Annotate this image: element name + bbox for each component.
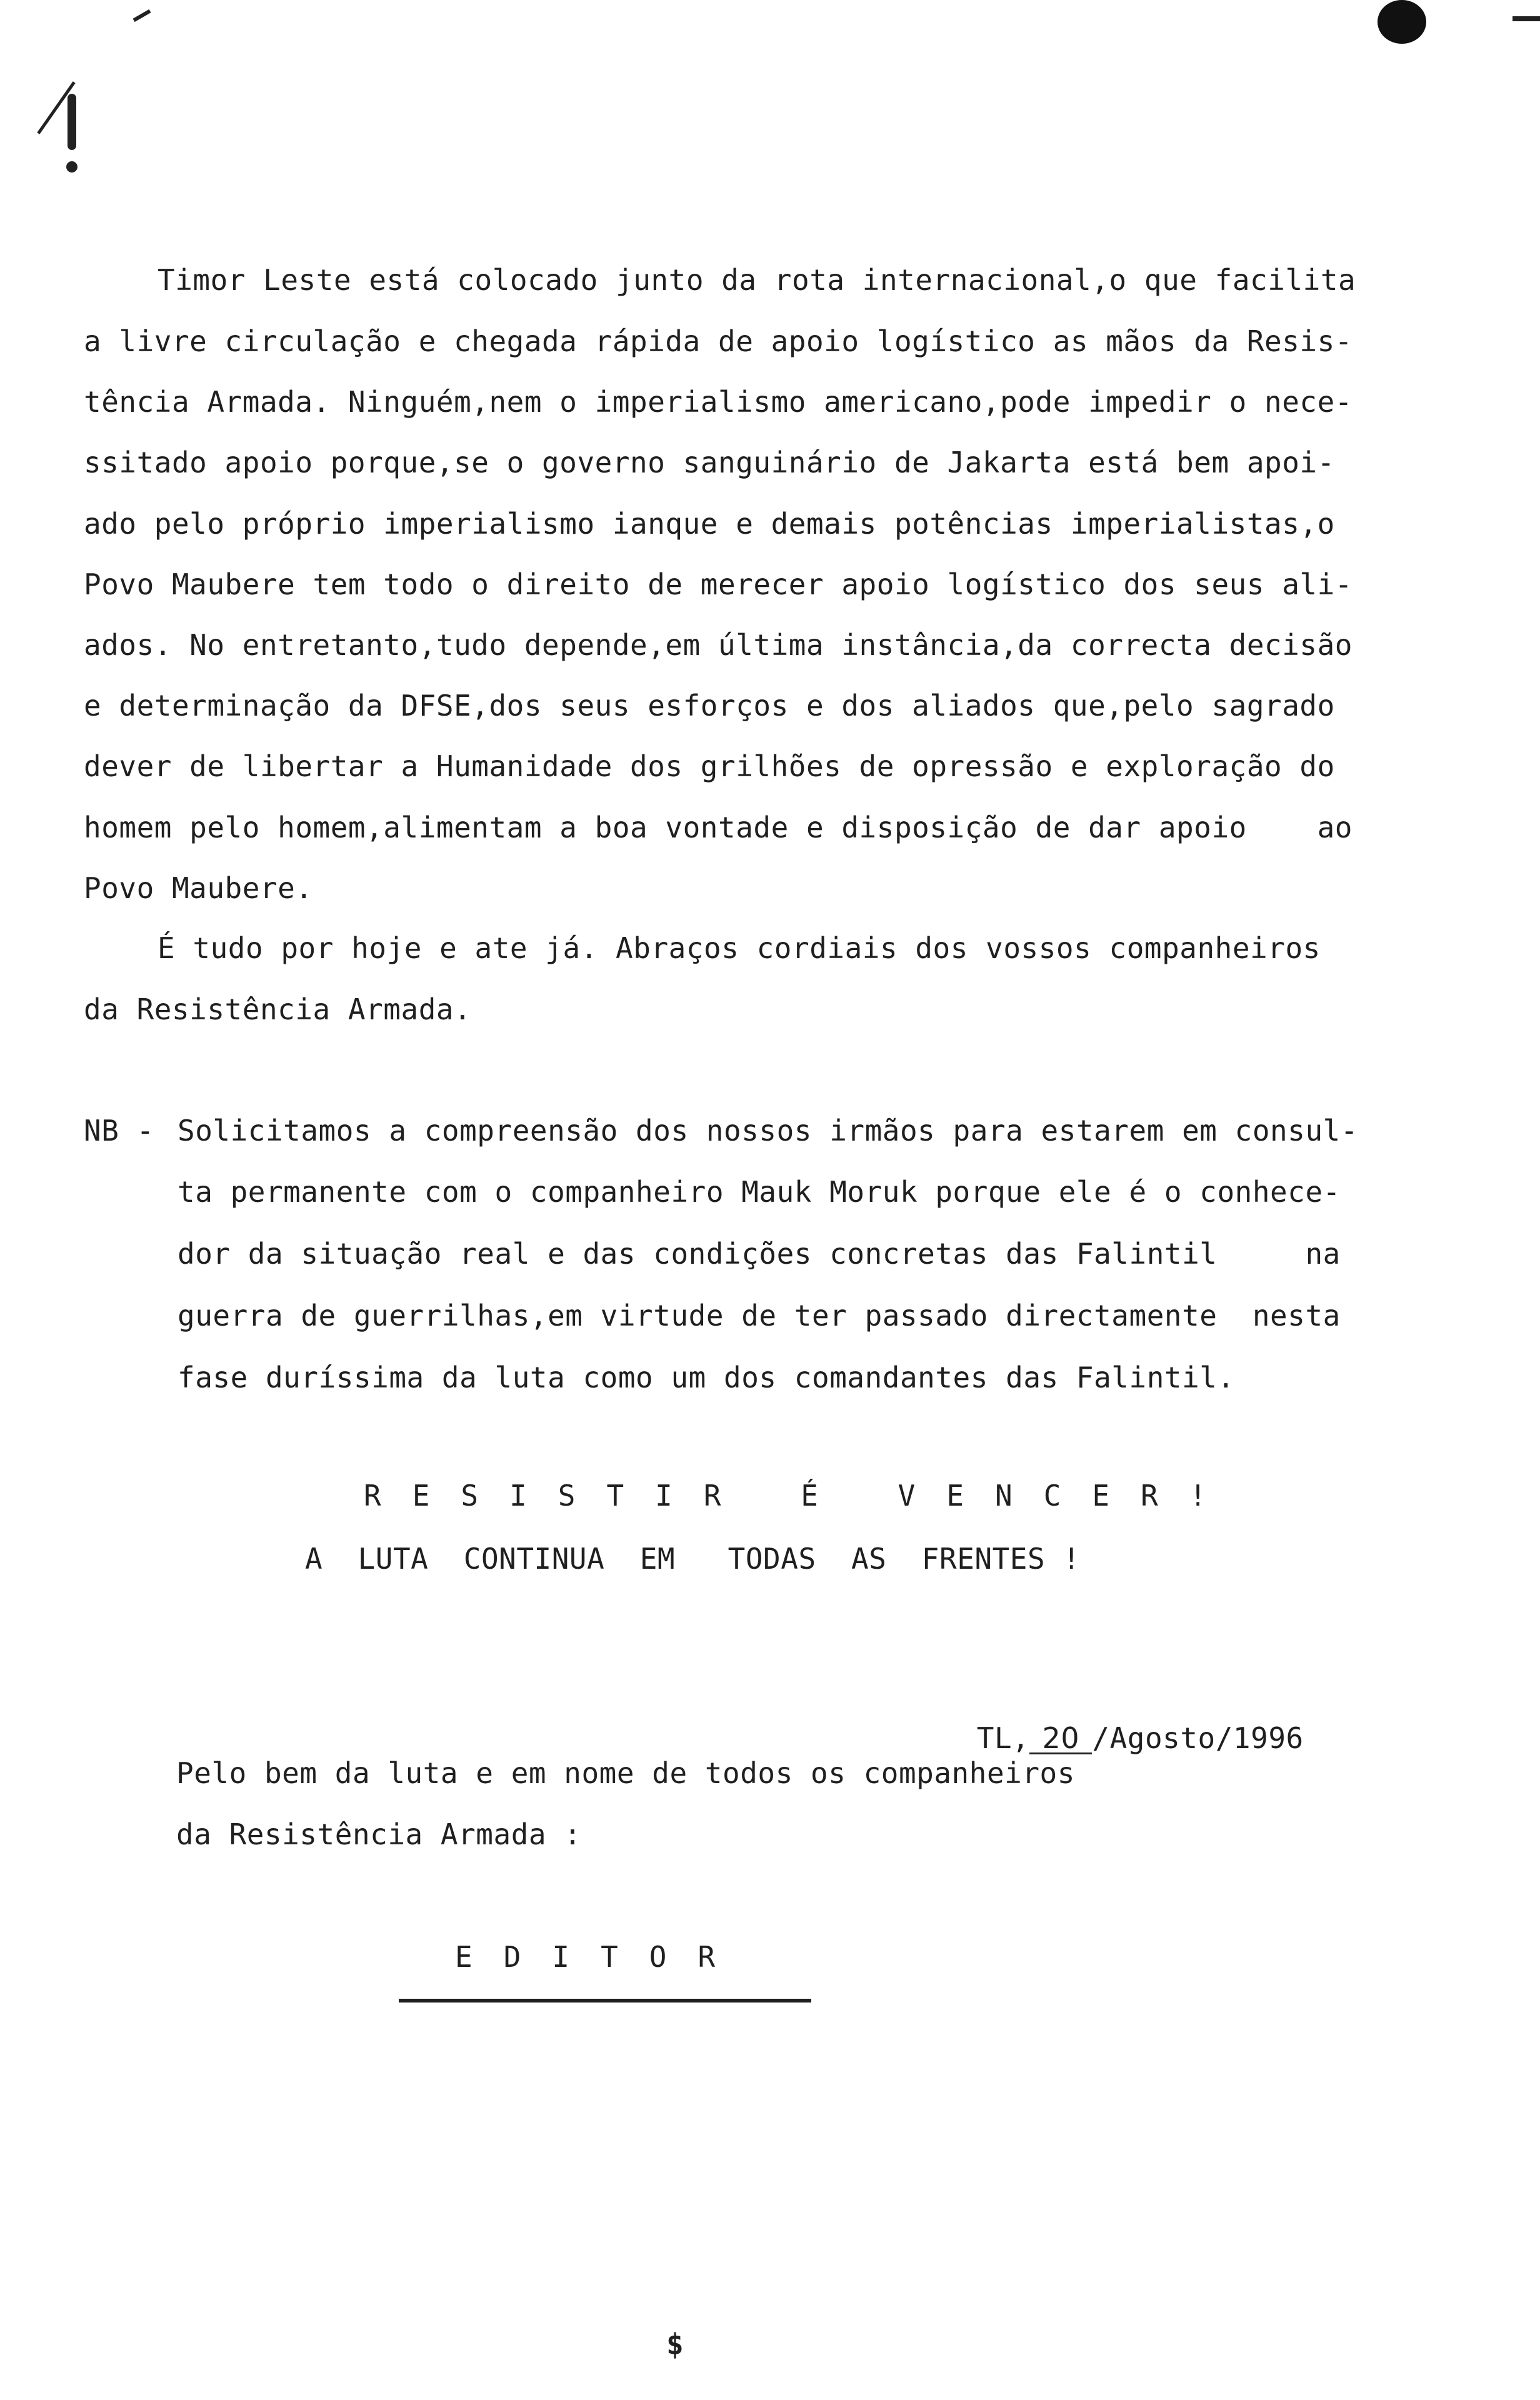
dateline-prefix: TL,: [976, 1721, 1030, 1755]
body-line-3: tência Armada. Ninguém,nem o imperialismo americano,pode impedir o nece-: [84, 385, 1352, 419]
nb-line-4: guerra de guerrilhas,em virtude de ter passado directamente nesta: [178, 1299, 1341, 1332]
nb-line-1: Solicitamos a compreensão dos nossos irmãos para estarem em consul-: [178, 1114, 1359, 1148]
slogan-luta-continua: A LUTA CONTINUA EM TODAS AS FRENTES !: [305, 1542, 1081, 1576]
slogan-resistir-vencer: RESISTIR É VENCER!: [364, 1479, 1238, 1512]
dateline-suffix: /Agosto/1996: [1092, 1721, 1304, 1755]
closing-line-1: Pelo bem da luta e em nome de todos os companheiros: [176, 1756, 1075, 1790]
body-line-13: da Resistência Armada.: [84, 992, 472, 1026]
exclamation-mark-glyph: [68, 94, 76, 150]
body-line-8: e determinação da DFSE,dos seus esforços e dos aliados que,pelo sagrado: [84, 689, 1335, 722]
closing-line-2: da Resistência Armada :: [176, 1818, 582, 1851]
corner-tick-mark: [133, 9, 151, 22]
body-line-5: ado pelo próprio imperialismo ianque e demais potências imperialistas,o: [84, 507, 1335, 541]
nb-line-5: fase duríssima da luta como um dos comandantes das Falintil.: [178, 1361, 1235, 1394]
body-line-12: É tudo por hoje e ate já. Abraços cordiais dos vossos companheiros: [158, 931, 1321, 965]
edge-mark: [1512, 16, 1540, 21]
body-line-7: ados. No entretanto,tudo depende,em última instância,da correcta decisão: [84, 628, 1352, 662]
signature-underline: [399, 1999, 811, 2002]
footer-mark: $: [666, 2328, 684, 2361]
body-line-1: Timor Leste está colocado junto da rota internacional,o que facilita: [158, 263, 1356, 297]
body-line-6: Povo Maubere tem todo o direito de merecer apoio logístico dos seus ali-: [84, 568, 1352, 601]
body-line-9: dever de libertar a Humanidade dos grilhões de opressão e exploração do: [84, 749, 1335, 783]
nb-line-3: dor da situação real e das condições concretas das Falintil na: [178, 1237, 1341, 1271]
nb-label: NB -: [84, 1114, 154, 1148]
exclamation-dot-glyph: [66, 161, 78, 172]
dateline-day: 20: [1029, 1724, 1092, 1754]
body-line-10: homem pelo homem,alimentam a boa vontade e disposição de dar apoio ao: [84, 811, 1352, 844]
punch-hole-mark: [1378, 0, 1426, 44]
body-line-4: ssitado apoio porque,se o governo sanguinário de Jakarta está bem apoi-: [84, 446, 1335, 479]
signature-editor: EDITOR: [455, 1940, 747, 1974]
nb-line-2: ta permanente com o companheiro Mauk Moruk porque ele é o conhece-: [178, 1175, 1341, 1209]
body-line-11: Povo Maubere.: [84, 871, 313, 905]
body-line-2: a livre circulação e chegada rápida de apoio logístico as mãos da Resis-: [84, 324, 1352, 358]
